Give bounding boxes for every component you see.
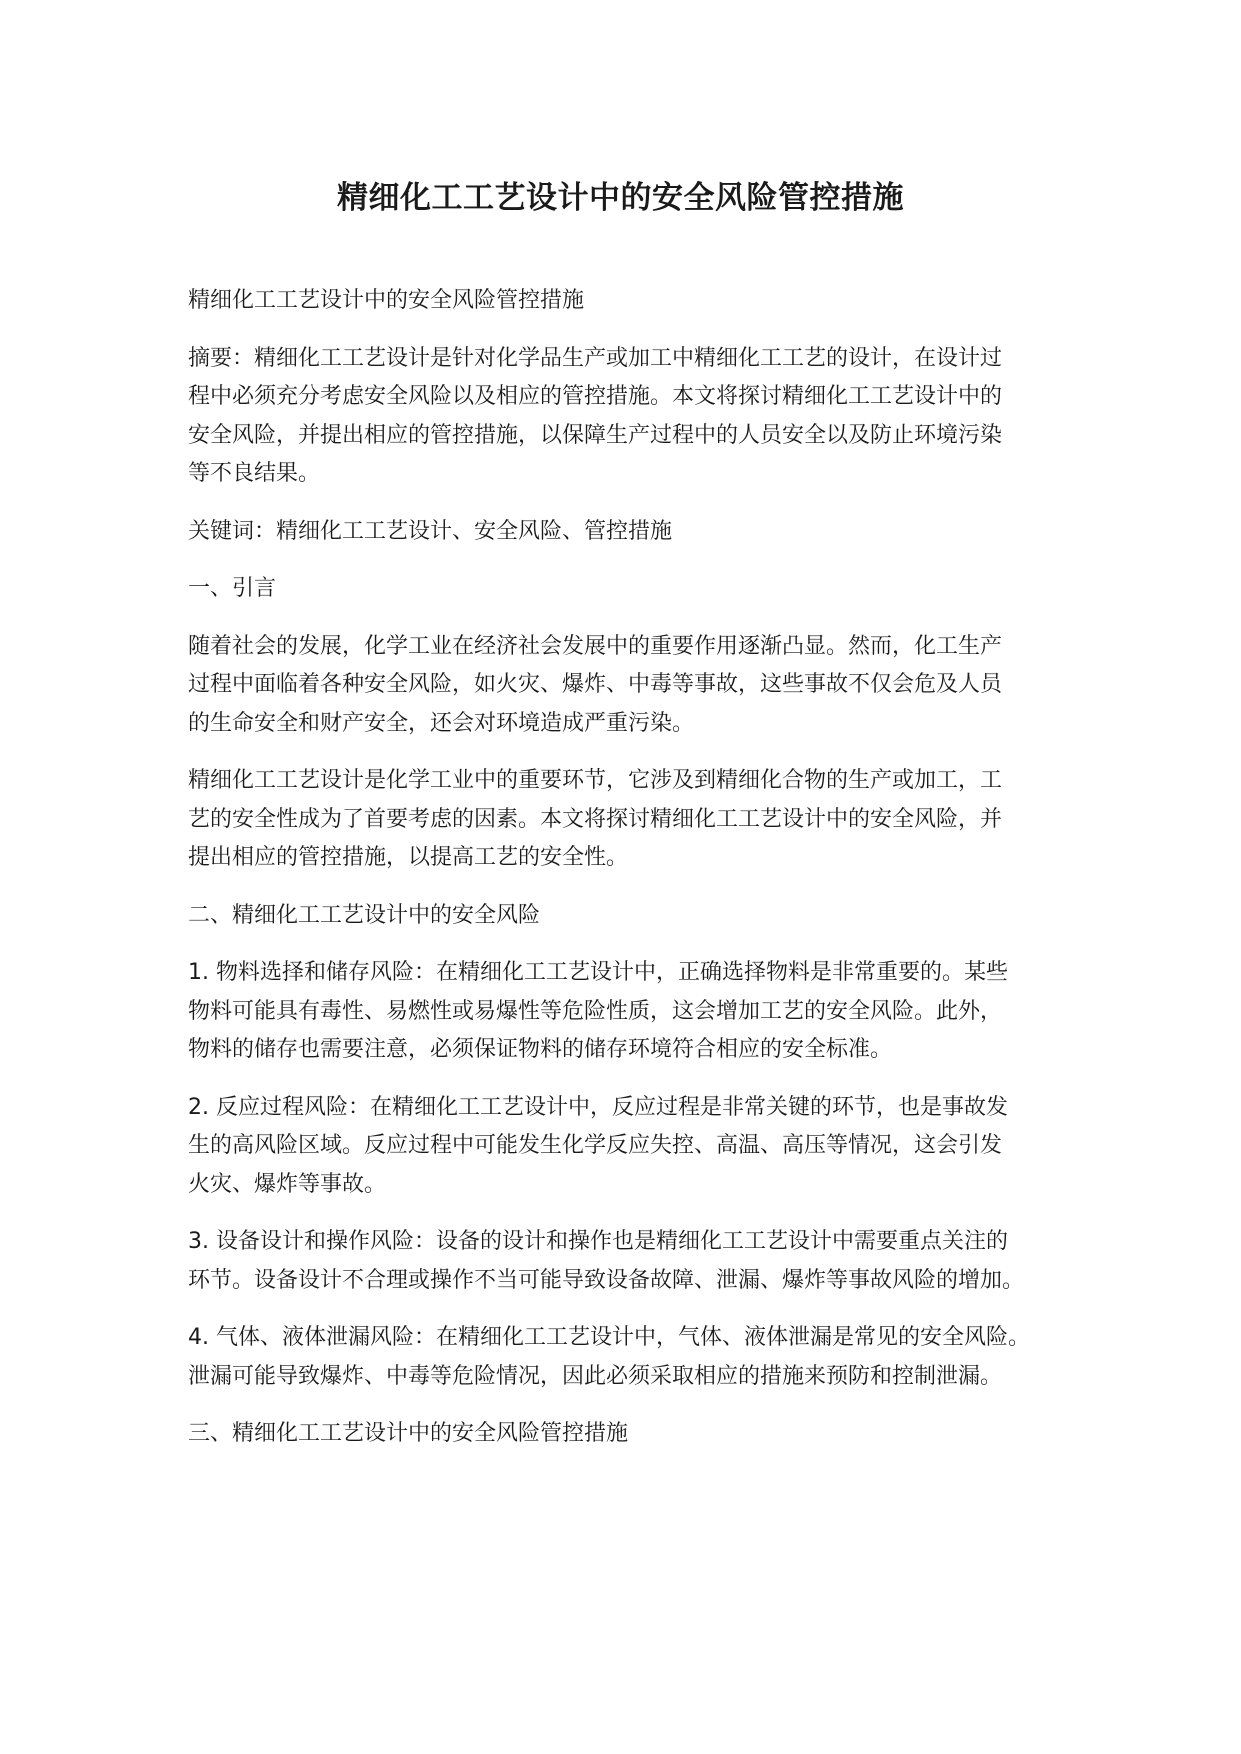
text-line: 关键词：精细化工工艺设计、安全风险、管控措施 [188, 518, 673, 544]
paragraph [188, 897, 1068, 936]
document-title: 精细化工工艺设计中的安全风险管控措施 [337, 180, 904, 216]
text-line: 3. 设备设计和操作风险：设备的设计和操作也是精细化工工艺设计中需要重点关注的 [188, 1229, 1008, 1254]
paragraph [188, 282, 1068, 321]
paragraph [188, 954, 1068, 1070]
text-line: 物料的储存也需要注意，必须保证物料的储存环境符合相应的安全标准。 [188, 1037, 893, 1062]
text-line: 精细化工工艺设计是化学工业中的重要环节，它涉及到精细化合物的生产或加工，工 [188, 768, 1003, 793]
paragraph [188, 1089, 1068, 1205]
text-line: 生的高风险区域。反应过程中可能发生化学反应失控、高温、高压等情况，这会引发 [188, 1133, 1003, 1158]
text-line: 等不良结果。 [188, 461, 321, 486]
text-line: 艺的安全性成为了首要考虑的因素。本文将探讨精细化工工艺设计中的安全风险，并 [188, 806, 1003, 832]
text-line: 程中必须充分考虑安全风险以及相应的管控措施。本文将探讨精细化工工艺设计中的 [188, 384, 1003, 409]
text-line: 精细化工工艺设计中的安全风险管控措施 [188, 288, 585, 313]
paragraph [188, 628, 1068, 744]
text-line: 2. 反应过程风险：在精细化工工艺设计中，反应过程是非常关键的环节，也是事故发 [188, 1094, 1008, 1120]
text-line: 提出相应的管控措施，以提高工艺的安全性。 [188, 845, 629, 870]
text-line: 过程中面临着各种安全风险，如火灾、爆炸、中毒等事故，这些事故不仅会危及人员 [188, 672, 1003, 697]
text-line: 一、引言 [188, 576, 277, 601]
text-line: 火灾、爆炸等事故。 [188, 1171, 387, 1197]
text-line: 的生命安全和财产安全，还会对环境造成严重污染。 [188, 710, 695, 736]
paragraph [188, 340, 1068, 494]
text-line: 泄漏可能导致爆炸、中毒等危险情况，因此必须采取相应的措施来预防和控制泄漏。 [188, 1363, 1003, 1389]
paragraph [188, 1223, 1068, 1300]
paragraph [188, 762, 1068, 878]
text-line: 4. 气体、液体泄漏风险：在精细化工工艺设计中，气体、液体泄漏是常见的安全风险。 [188, 1325, 1030, 1350]
text-line: 环节。设备设计不合理或操作不当可能导致设备故障、泄漏、爆炸等事故风险的增加。 [188, 1267, 1025, 1293]
text-line: 1. 物料选择和储存风险：在精细化工工艺设计中，正确选择物料是非常重要的。某些 [188, 960, 1008, 985]
text-line: 安全风险，并提出相应的管控措施，以保障生产过程中的人员安全以及防止环境污染 [188, 422, 1003, 448]
paragraph [188, 1319, 1068, 1396]
paragraph [188, 1415, 1068, 1454]
document-body [188, 282, 1068, 1473]
text-line: 二、精细化工工艺设计中的安全风险 [188, 902, 541, 928]
paragraph [188, 513, 1068, 552]
text-line: 随着社会的发展，化学工业在经济社会发展中的重要作用逐渐凸显。然而，化工生产 [188, 633, 1003, 659]
paragraph [188, 570, 1068, 609]
text-line: 物料可能具有毒性、易燃性或易爆性等危险性质，这会增加工艺的安全风险。此外， [188, 998, 1003, 1024]
text-line: 三、精细化工工艺设计中的安全风险管控措施 [188, 1421, 629, 1446]
text-line: 摘要：精细化工工艺设计是针对化学品生产或加工中精细化工工艺的设计，在设计过 [188, 345, 1003, 371]
